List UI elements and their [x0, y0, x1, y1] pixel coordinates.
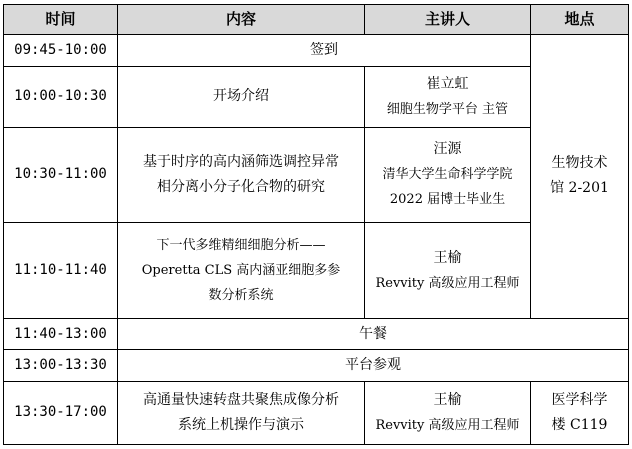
header-time: 时间: [4, 5, 118, 35]
row-content: 开场介绍: [118, 66, 365, 127]
location-morning: 生物技术 馆 2-201: [531, 35, 629, 319]
row-time: 11:10-11:40: [4, 223, 118, 319]
table-row: [4, 35, 629, 67]
row-time: 10:00-10:30: [4, 66, 118, 127]
row-speaker: 王榆 Revvity 高级应用工程师: [365, 223, 531, 319]
row-content: 签到: [118, 35, 531, 67]
row-content: 下一代多维精细细胞分析—— Operetta CLS 高内涵亚细胞多参 数分析系统: [118, 223, 365, 319]
row-speaker: 崔立虹 细胞生物学平台 主管: [365, 66, 531, 127]
row-content: 基于时序的高内涵筛选调控异常 相分离小分子化合物的研究: [118, 127, 365, 223]
row-time: 10:30-11:00: [4, 127, 118, 223]
row-time: 13:00-13:30: [4, 350, 118, 382]
header-speaker: 主讲人: [365, 5, 531, 35]
table-row: [4, 318, 629, 350]
row-speaker: 汪源 清华大学生命科学学院 2022 届博士毕业生: [365, 127, 531, 223]
header-content: 内容: [118, 5, 365, 35]
schedule-table: [3, 4, 629, 445]
header-row: [4, 5, 629, 35]
table-row: [4, 350, 629, 382]
row-time: 11:40-13:00: [4, 318, 118, 350]
row-time: 09:45-10:00: [4, 35, 118, 67]
table-row: [4, 381, 629, 444]
row-content: 午餐: [118, 318, 629, 350]
row-speaker: 王榆 Revvity 高级应用工程师: [365, 381, 531, 444]
location-afternoon: 医学科学 楼 C119: [531, 381, 629, 444]
row-content: 高通量快速转盘共聚焦成像分析 系统上机操作与演示: [118, 381, 365, 444]
header-location: 地点: [531, 5, 629, 35]
row-time: 13:30-17:00: [4, 381, 118, 444]
row-content: 平台参观: [118, 350, 629, 382]
